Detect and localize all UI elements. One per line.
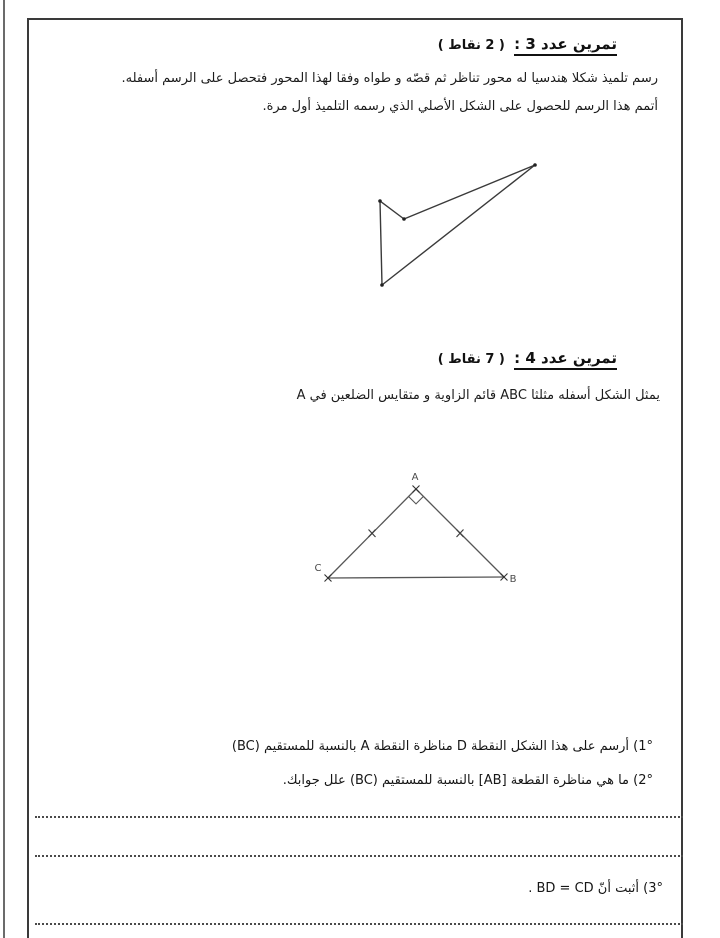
exercise3-statement-line2: أتمم هذا الرسم للحصول على الشكل الأصلي الذي رسمه التلميذ أول مرة. bbox=[262, 99, 658, 114]
equal-tick-mark-ac bbox=[369, 530, 376, 538]
exercise4-statement: يمثل الشكل أسفله مثلثا ABC قائم الزاوية و متقايس الضلعين في A bbox=[296, 388, 660, 403]
question-2: 2°) ما هي مناظرة القطعة [AB] بالنسبة للمستقيم (BC) علل جوابك. bbox=[282, 773, 653, 788]
symmetry-figure bbox=[366, 152, 550, 296]
shape-vertex-dot bbox=[380, 283, 384, 287]
answer-dotted-line-3 bbox=[35, 923, 683, 925]
exercise3-points: ( 2 نقاط ) bbox=[437, 38, 505, 53]
shape-vertex-dot bbox=[378, 199, 382, 203]
exercise4-title bbox=[438, 349, 617, 367]
triangle-side-cb bbox=[328, 577, 504, 578]
exercise3-statement-line1: رسم تلميذ شكلا هندسيا له محور تناظر ثم قصّه و طواه وفقا لهذا المحور فتحصل على الرسم أسفله. bbox=[121, 71, 658, 86]
triangle-label-c: C bbox=[314, 563, 322, 574]
folded-shape-outline bbox=[380, 165, 535, 285]
equal-tick-mark-ab bbox=[457, 530, 464, 538]
scanned-page-edge-line bbox=[3, 0, 5, 938]
triangle-figure bbox=[300, 465, 528, 593]
answer-dotted-line-2 bbox=[35, 855, 683, 857]
shape-vertex-dot bbox=[533, 163, 537, 167]
exercise3-title bbox=[438, 35, 617, 53]
question-1: 1°) أرسم على هذا الشكل النقطة D مناظرة النقطة A بالنسبة للمستقيم (BC) bbox=[231, 739, 653, 754]
shape-vertex-dot bbox=[402, 217, 406, 221]
exercise4-title-text: تمرين عدد 4 : bbox=[514, 349, 617, 370]
exercise3-title-text: تمرين عدد 3 : bbox=[514, 35, 617, 56]
triangle-label-a: A bbox=[411, 472, 419, 483]
triangle-label-b: B bbox=[509, 574, 517, 585]
right-angle-mark bbox=[409, 496, 424, 504]
vertex-cross-a bbox=[413, 486, 420, 493]
exercise4-points: ( 7 نقاط ) bbox=[437, 352, 505, 367]
question-3: 3°) أثبت أنّ BD = CD . bbox=[528, 881, 663, 896]
answer-dotted-line-1 bbox=[35, 816, 683, 818]
